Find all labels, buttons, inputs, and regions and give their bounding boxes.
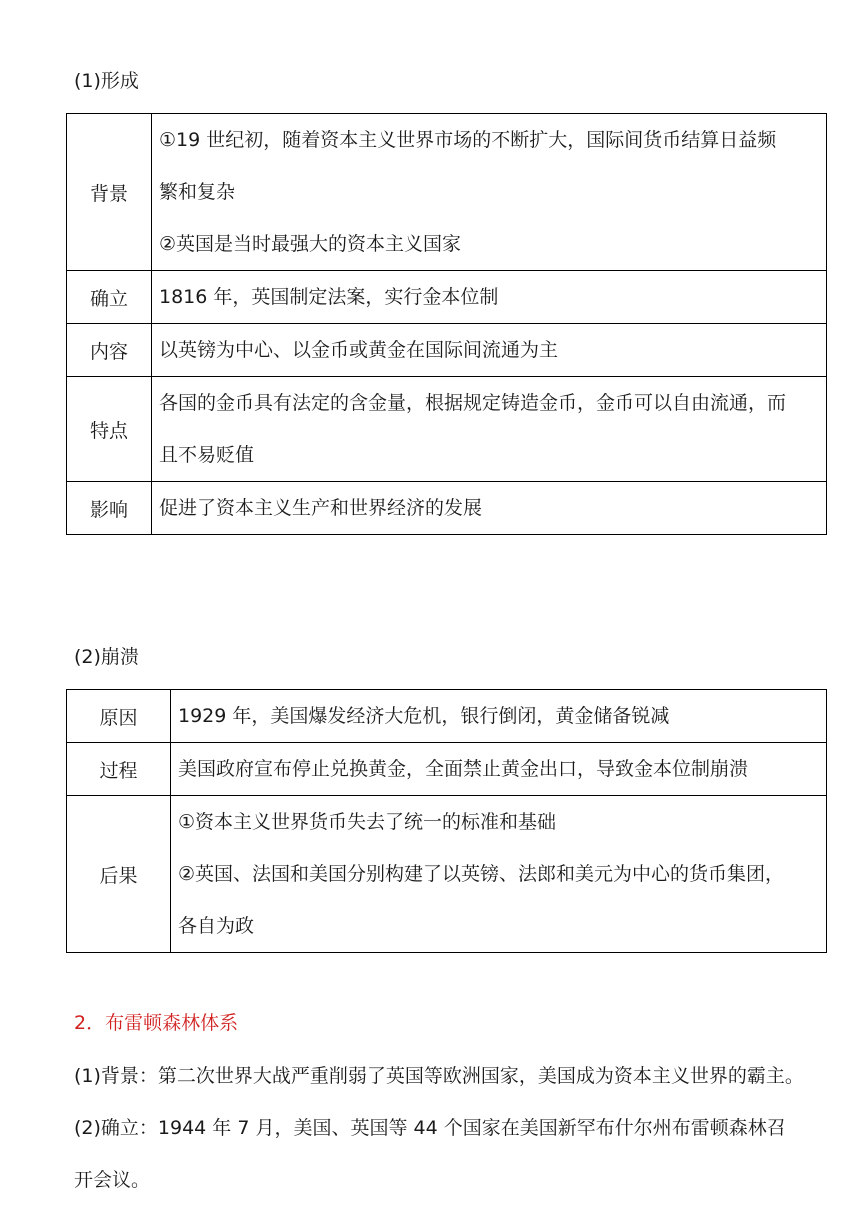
paragraph-background: (1)背景：第二次世界大战严重削弱了英国等欧洲国家，美国成为资本主义世界的霸主。: [74, 1065, 804, 1087]
table-row: [67, 114, 827, 271]
row-label: 背景: [67, 114, 152, 271]
section-heading-formation: (1)形成: [74, 70, 139, 92]
table-row: [67, 377, 827, 482]
row-content: [152, 377, 827, 482]
content-line: ②英国、法国和美国分别构建了以英镑、法郎和美元为中心的货币集团，: [178, 863, 785, 885]
row-content: [171, 743, 827, 796]
row-label: 原因: [67, 690, 171, 743]
row-content: [152, 114, 827, 271]
content-line: ②英国是当时最强大的资本主义国家: [159, 233, 462, 255]
row-label: 影响: [67, 482, 152, 535]
table-row: [67, 690, 827, 743]
content-line: 各自为政: [178, 915, 255, 937]
content-line: 1816 年，英国制定法案，实行金本位制: [159, 286, 499, 308]
content-line: 各国的金币具有法定的含金量，根据规定铸造金币，金币可以自由流通，而: [159, 392, 787, 414]
row-content: [171, 796, 827, 953]
paragraph-establishment-line1: (2)确立：1944 年 7 月，美国、英国等 44 个国家在美国新罕布什尔州布雷顿森林召: [74, 1117, 786, 1139]
row-label: 内容: [67, 324, 152, 377]
section-heading-collapse: (2)崩溃: [74, 646, 139, 668]
content-line: 1929 年，美国爆发经济大危机，银行倒闭，黄金储备锐减: [178, 705, 670, 727]
table-row: [67, 796, 827, 953]
content-line: 美国政府宣布停止兑换黄金，全面禁止黄金出口，导致金本位制崩溃: [178, 758, 749, 780]
content-line: ①资本主义世界货币失去了统一的标准和基础: [178, 811, 557, 833]
row-content: [171, 690, 827, 743]
collapse-table: [66, 689, 827, 953]
row-content: [152, 271, 827, 324]
table-row: [67, 482, 827, 535]
section-title-bretton-woods: 2．布雷顿森林体系: [74, 1012, 239, 1034]
row-label: 后果: [67, 796, 171, 953]
content-line: ①19 世纪初，随着资本主义世界市场的不断扩大，国际间货币结算日益频: [159, 129, 777, 151]
row-label: 过程: [67, 743, 171, 796]
content-line: 且不易贬值: [159, 444, 255, 466]
row-label: 确立: [67, 271, 152, 324]
content-line: 以英镑为中心、以金币或黄金在国际间流通为主: [159, 339, 559, 361]
table-row: [67, 324, 827, 377]
formation-table: [66, 113, 827, 535]
paragraph-establishment-line2: 开会议。: [74, 1169, 151, 1191]
table-row: [67, 743, 827, 796]
row-label: 特点: [67, 377, 152, 482]
content-line: 繁和复杂: [159, 181, 236, 203]
row-content: [152, 324, 827, 377]
row-content: [152, 482, 827, 535]
table-row: [67, 271, 827, 324]
content-line: 促进了资本主义生产和世界经济的发展: [159, 497, 483, 519]
